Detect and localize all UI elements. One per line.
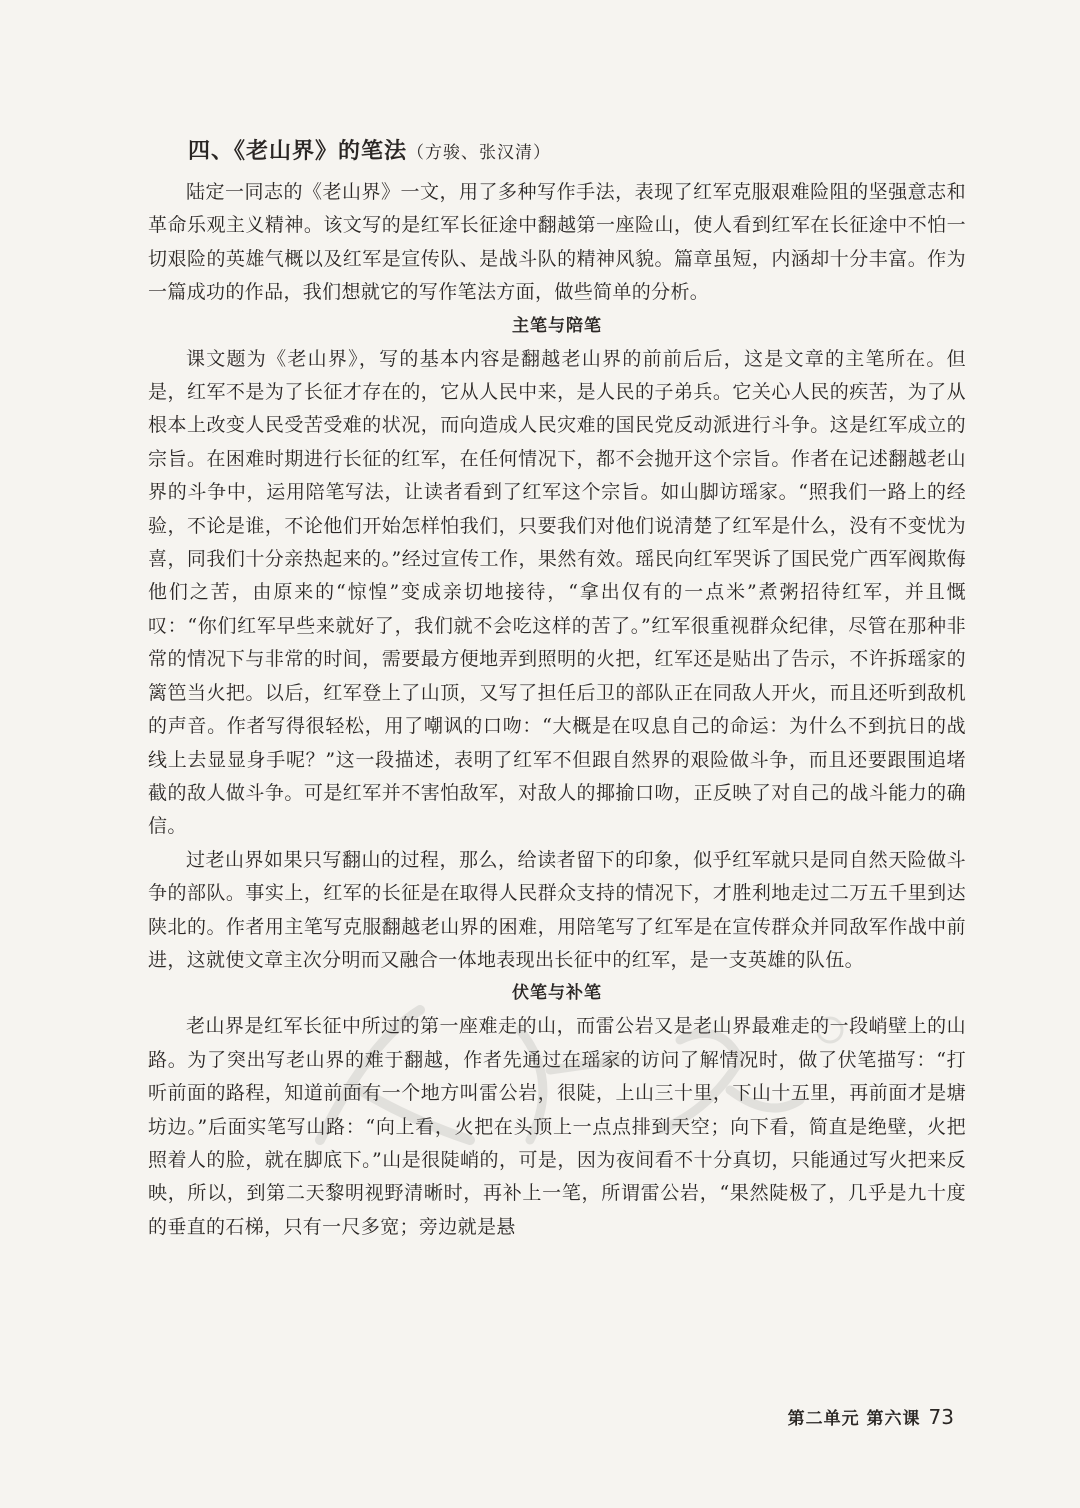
intro-paragraph: 陆定一同志的《老山界》一文，用了多种写作手法，表现了红军克服艰难险阻的坚强意志和革命乐观主义精神。该文写的是红军长征途中翻越第一座险山，使人看到红军在长征途中不怕一切艰险的英雄气概以及红军是宣传队、是战斗队的精神风貌。篇章虽短，内涵却十分丰富。作为一篇成功的作品，我们想就它的写作笔法方面，做些简单的分析。 — [148, 181, 966, 304]
page-footer — [788, 1404, 954, 1429]
section-authors: （方骏、张汉清） — [407, 143, 552, 163]
section-heading — [188, 134, 966, 170]
foreshadow-paragraph-1: 老山界是红军长征中所过的第一座难走的山，而雷公岩又是老山界最难走的一段峭壁上的山路。为了突出写老山界的难于翻越，作者先通过在瑶家的访问了解情况时，做了伏笔描写：“打听前面的路程，知道前面有一个地方叫雷公岩，很陡，上山三十里，下山十五里，再前面才是塘坊边。”后面实笔写山路：“向上看，火把在头顶上一点点排到天空；向下看，简直是绝壁，火把照着人的脸，就在脚底下。”山是很陡峭的，可是，因为夜间看不十分真切，只能通过写火把来反映，所以，到第二天黎明视野清晰时，再补上一笔，所谓雷公岩，“果然陡极了，几乎是九十度的垂直的石梯，只有一尺多宽；旁边就是悬 — [148, 1015, 966, 1238]
main-accompany-paragraph-2: 过老山界如果只写翻山的过程，那么，给读者留下的印象，似乎红军就只是同自然天险做斗争的部队。事实上，红军的长征是在取得人民群众支持的情况下，才胜利地走过二万五千里到达陕北的。作者用主笔写克服翻越老山界的困难，用陪笔写了红军是在宣传群众并同敌军作战中前进，这就使文章主次分明而又融合一体地表现出长征中的红军，是一支英雄的队伍。 — [148, 848, 966, 971]
section-title: 四、《老山界》的笔法 — [188, 138, 408, 164]
subheading-main-and-accompany: 主笔与陪笔 — [512, 315, 602, 336]
page-content — [148, 134, 966, 1244]
footer-unit-lesson: 第二单元 第六课 — [787, 1409, 921, 1429]
main-accompany-paragraph-1: 课文题为《老山界》，写的基本内容是翻越老山界的前前后后，这是文章的主笔所在。但是，红军不是为了长征才存在的，它从人民中来，是人民的子弟兵。它关心人民的疾苦，为了从根本上改变人民受苦受难的状况，而向造成人民灾难的国民党反动派进行斗争。这是红军成立的宗旨。在困难时期进行长征的红军，在任何情况下，都不会抛开这个宗旨。作者在记述翻越老山界的斗争中，运用陪笔写法，让读者看到了红军这个宗旨。如山脚访瑶家。“照我们一路上的经验，不论是谁，不论他们开始怎样怕我们，只要我们对他们说清楚了红军是什么，没有不变忧为喜，同我们十分亲热起来的。”经过宣传工作，果然有效。瑶民向红军哭诉了国民党广西军阀欺侮他们之苦，由原来的“惊惶”变成亲切地接待，“拿出仅有的一点米”煮粥招待红军，并且慨叹：“你们红军早些来就好了，我们就不会吃这样的苦了。”红军很重视群众纪律，尽管在那种非常的情况下与非常的时间，需要最方便地弄到照明的火把，红军还是贴出了告示，不许拆瑶家的篱笆当火把。以后，红军登上了山顶，又写了担任后卫的部队正在同敌人开火，而且还听到敌机的声音。作者写得很轻松，用了嘲讽的口吻：“大概是在叹息自己的命运：为什么不到抗日的战线上去显显身手呢？”这一段描述，表明了红军不但跟自然界的艰险做斗争，而且还要跟围追堵截的敌人做斗争。可是红军并不害怕敌军，对敌人的揶揄口吻，正反映了对自己的战斗能力的确信。 — [148, 347, 966, 838]
page-number: 73 — [928, 1405, 954, 1429]
subheading-foreshadow-and-supplement: 伏笔与补笔 — [512, 983, 602, 1004]
